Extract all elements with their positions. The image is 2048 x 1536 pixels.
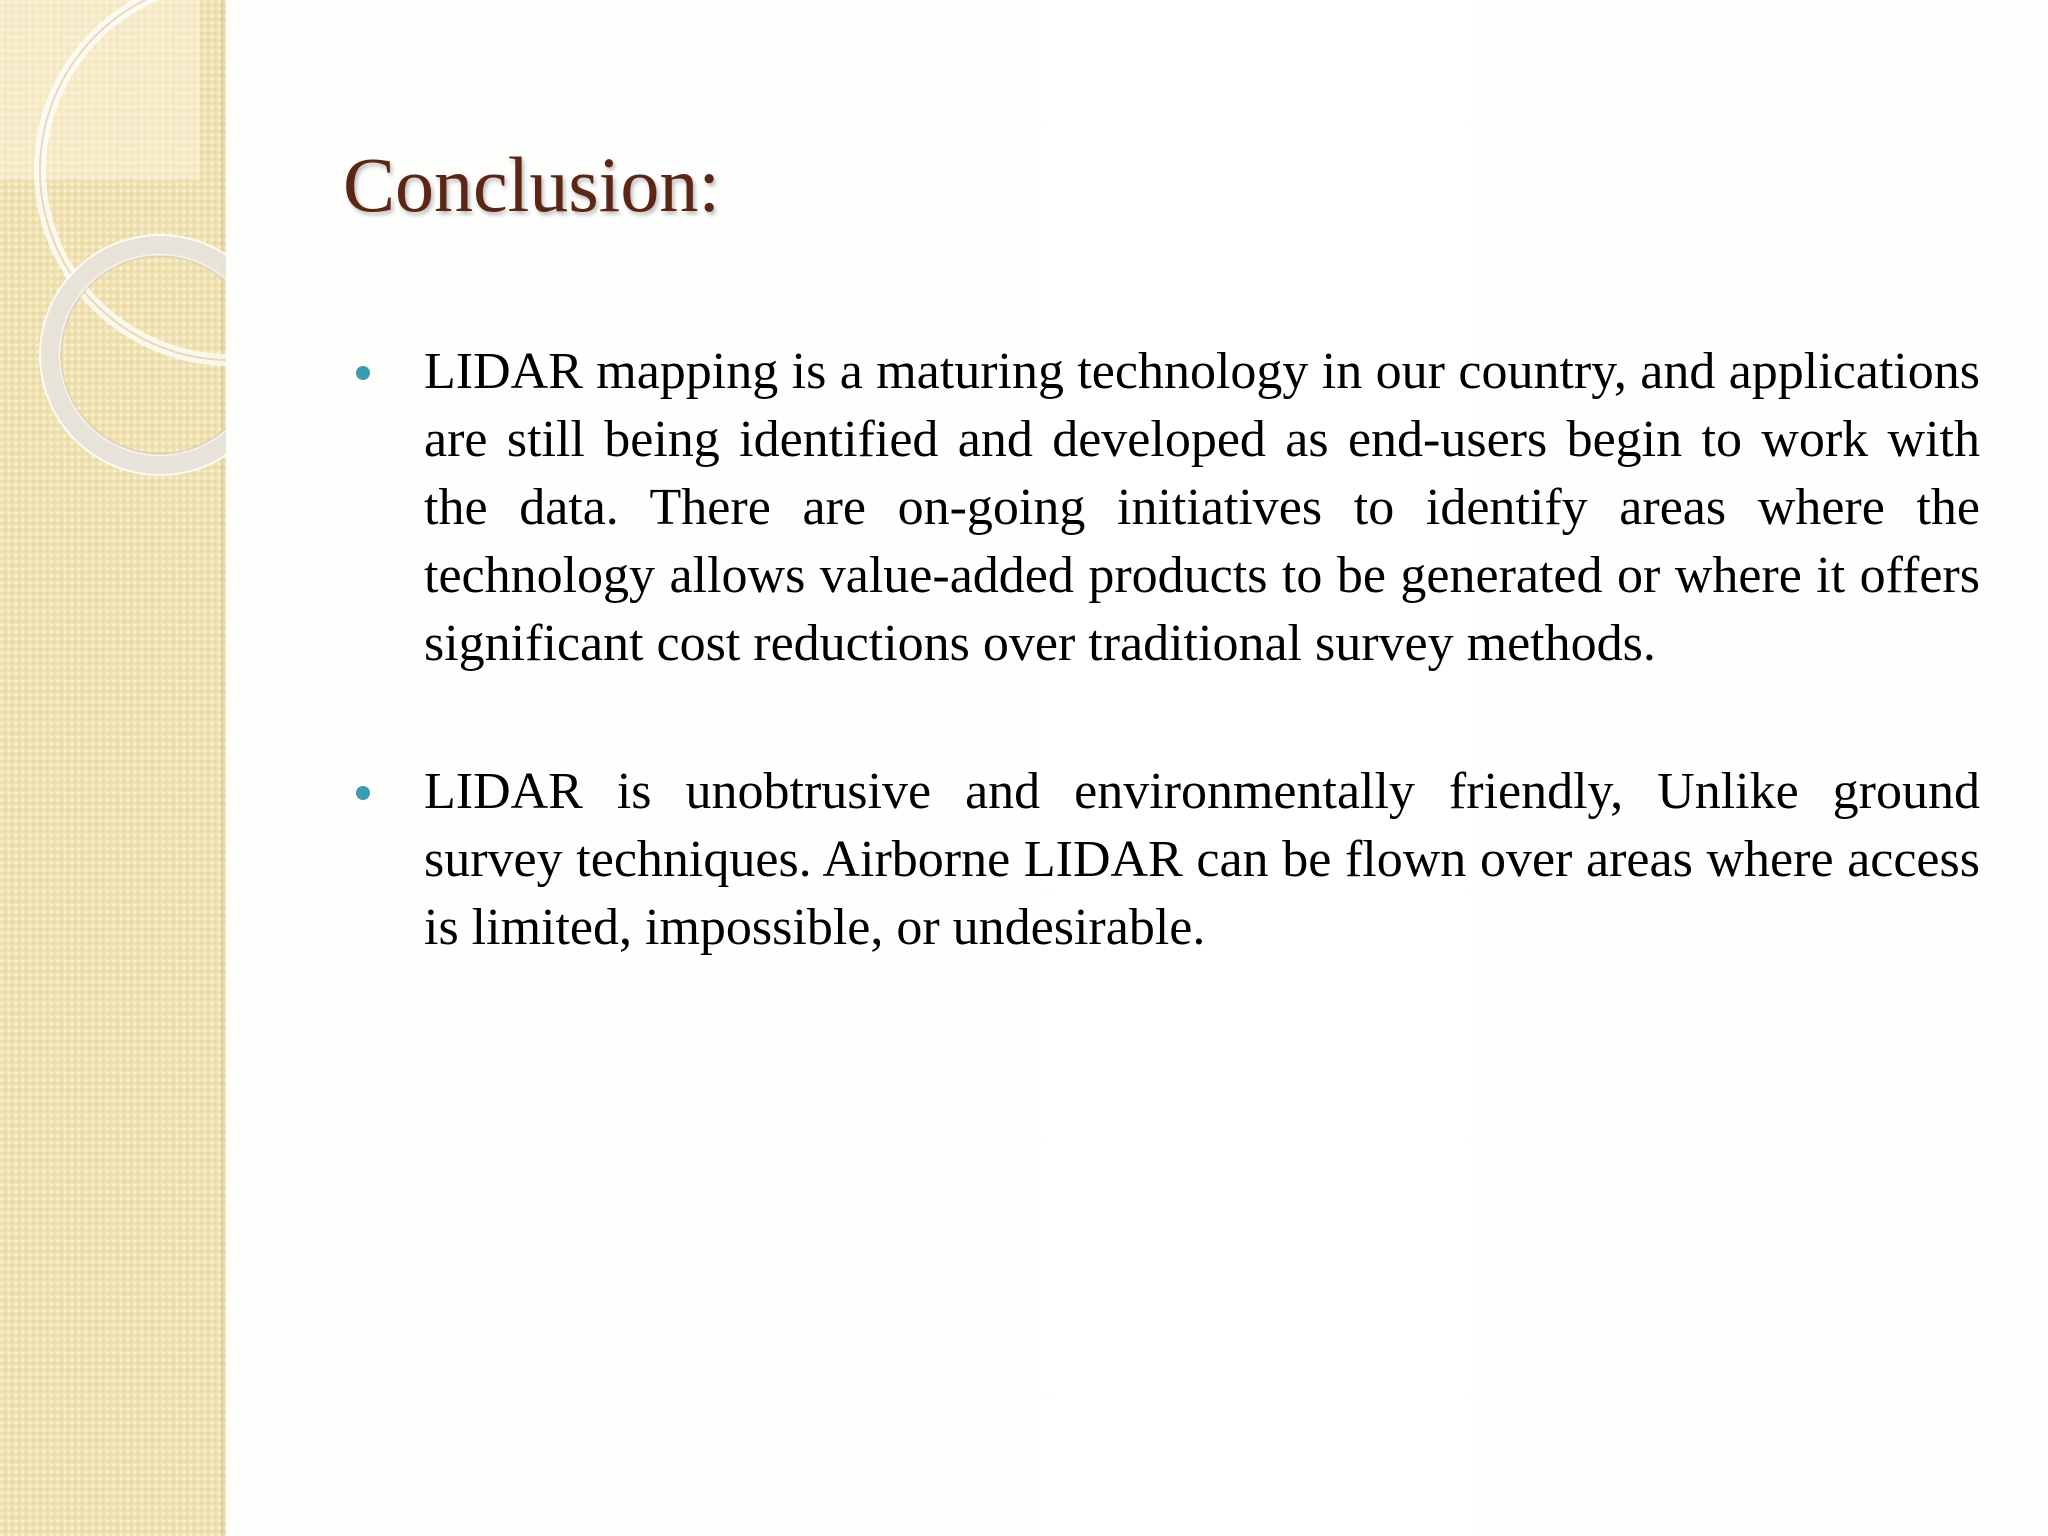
bullet-dot-icon (356, 786, 370, 800)
bullet-dot-icon (356, 366, 370, 380)
list-item (356, 338, 1980, 678)
list-item (356, 758, 1980, 962)
bullet-text: LIDAR mapping is a maturing technology in our country, and applications are still being identified and developed as end-users begin to work with the data. There are on-going initiatives to identify areas where the technology allows value-added products to be generated or where it offers significant cost reductions over traditional survey methods. (424, 343, 1980, 672)
slide-title: Conclusion: (343, 141, 721, 228)
bullet-text: LIDAR is unobtrusive and environmentally friendly, Unlike ground survey techniques. Airborne LIDAR can be flown over areas where access is limited, impossible, or undesirable. (424, 763, 1980, 956)
bullet-list (356, 338, 1980, 1042)
decorative-circles-icon (0, 0, 226, 520)
